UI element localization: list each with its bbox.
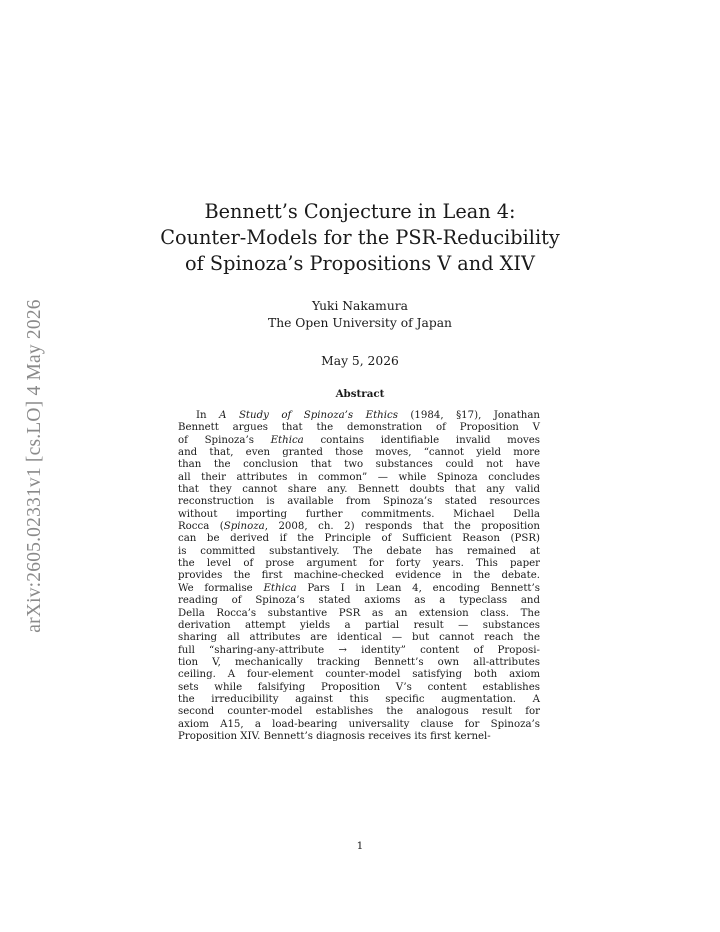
- author-name: Yuki Nakamura: [312, 299, 408, 313]
- abstract-line: [178, 521, 540, 533]
- abstract-line: [178, 719, 540, 731]
- abstract-text: tion V, mechanically tracking Bennett’s own all-attributes: [178, 656, 540, 668]
- paper-date: May 5, 2026: [321, 354, 399, 368]
- abstract-line: [178, 570, 540, 582]
- abstract-line: [178, 435, 540, 447]
- abstract-line: [178, 422, 540, 434]
- abstract-body: [178, 410, 540, 743]
- title-line: of Spinoza’s Propositions V and XIV: [185, 252, 535, 275]
- abstract-line: [178, 645, 540, 657]
- abstract-italic-text: A Study of Spinoza’s Ethics: [219, 410, 398, 421]
- abstract-text: reading of Spinoza’s stated axioms as a typeclass and: [178, 595, 540, 607]
- abstract-text: sharing all attributes are identical — but cannot reach the: [178, 632, 540, 644]
- abstract-text: ceiling. A four-element counter-model satisfying both axiom: [178, 669, 540, 681]
- abstract-line: [178, 484, 540, 496]
- abstract-text: Proposition XIV. Bennett’s diagnosis receives its first kernel-: [178, 730, 491, 742]
- abstract-line: [178, 459, 540, 471]
- abstract-text: second counter-model establishes the analogous result for: [178, 706, 540, 718]
- author-affiliation: The Open University of Japan: [268, 316, 452, 330]
- abstract-text: the level of prose argument for forty years. This paper: [178, 558, 540, 570]
- paper-title: [120, 199, 600, 277]
- author-block: [120, 298, 600, 332]
- abstract-text: provides the first machine-checked evidence in the debate.: [178, 570, 540, 582]
- abstract-italic-text: Spinoza: [223, 521, 265, 533]
- abstract-text: and that, even granted those moves, “cannot yield more: [178, 447, 540, 459]
- abstract-line: [178, 608, 540, 620]
- abstract-text: , 2008, ch. 2) responds that the proposition: [264, 521, 540, 533]
- abstract-text: reconstruction is available from Spinoza’s stated resources: [178, 496, 540, 508]
- abstract-text: derivation attempt yields a partial result — substances: [178, 619, 540, 631]
- abstract-line: [178, 558, 540, 570]
- abstract-text: We formalise: [178, 582, 264, 594]
- abstract-text: sets while falsifying Proposition V’s content establishes: [178, 681, 540, 693]
- abstract-text: axiom A15, a load-bearing universality clause for Spinoza’s: [178, 718, 540, 730]
- abstract-line: [178, 632, 540, 644]
- abstract-line: [178, 682, 540, 694]
- abstract-line: [178, 533, 540, 545]
- abstract-text: than the conclusion that two substances could not have: [178, 459, 540, 471]
- abstract-line: [178, 496, 540, 508]
- abstract-line: [178, 706, 540, 718]
- abstract-text: full “sharing-any-attribute → identity” content of Proposi-: [178, 644, 540, 656]
- page-number: 1: [356, 840, 364, 852]
- abstract-italic-text: Ethica: [263, 582, 297, 594]
- abstract-text: Rocca (: [178, 521, 224, 533]
- abstract-line: [178, 595, 540, 607]
- title-line: Bennett’s Conjecture in Lean 4:: [204, 200, 516, 223]
- abstract-text: (1984, §17), Jonathan: [397, 410, 540, 421]
- abstract-heading: Abstract: [335, 388, 385, 400]
- abstract-line: [178, 731, 540, 743]
- abstract-text: all their attributes in common” — while Spinoza concludes: [178, 471, 540, 483]
- arxiv-identifier: arXiv:2605.02331v1 [cs.LO] 4 May 2026: [24, 299, 45, 633]
- abstract-text: contains identifiable invalid moves: [303, 434, 540, 446]
- abstract-italic-text: Ethica: [270, 434, 304, 446]
- abstract-text: without importing further commitments. Michael Della: [178, 508, 540, 520]
- abstract-text: is committed substantively. The debate has remained at: [178, 545, 540, 557]
- abstract-line: [178, 583, 540, 595]
- abstract-line: [178, 546, 540, 558]
- abstract-line: [178, 694, 540, 706]
- abstract-text: the irreducibility against this specific augmentation. A: [178, 693, 540, 705]
- abstract-text: Pars I in Lean 4, encoding Bennett’s: [296, 582, 540, 594]
- title-line: Counter-Models for the PSR-Reducibility: [160, 226, 560, 249]
- abstract-text: can be derived if the Principle of Sufficient Reason (PSR): [178, 533, 540, 545]
- abstract-line: [178, 410, 540, 422]
- abstract-line: [178, 509, 540, 521]
- abstract-text: of Spinoza’s: [178, 434, 271, 446]
- abstract-line: [178, 447, 540, 459]
- abstract-text: that they cannot share any. Bennett doubts that any valid: [178, 484, 540, 496]
- abstract-text: Bennett argues that the demonstration of Proposition V: [178, 422, 540, 434]
- abstract-text: Della Rocca’s substantive PSR as an extension class. The: [178, 607, 540, 619]
- abstract-line: [178, 657, 540, 669]
- abstract-line: [178, 472, 540, 484]
- abstract-line: [178, 669, 540, 681]
- abstract-text: In: [196, 410, 220, 421]
- abstract-line: [178, 620, 540, 632]
